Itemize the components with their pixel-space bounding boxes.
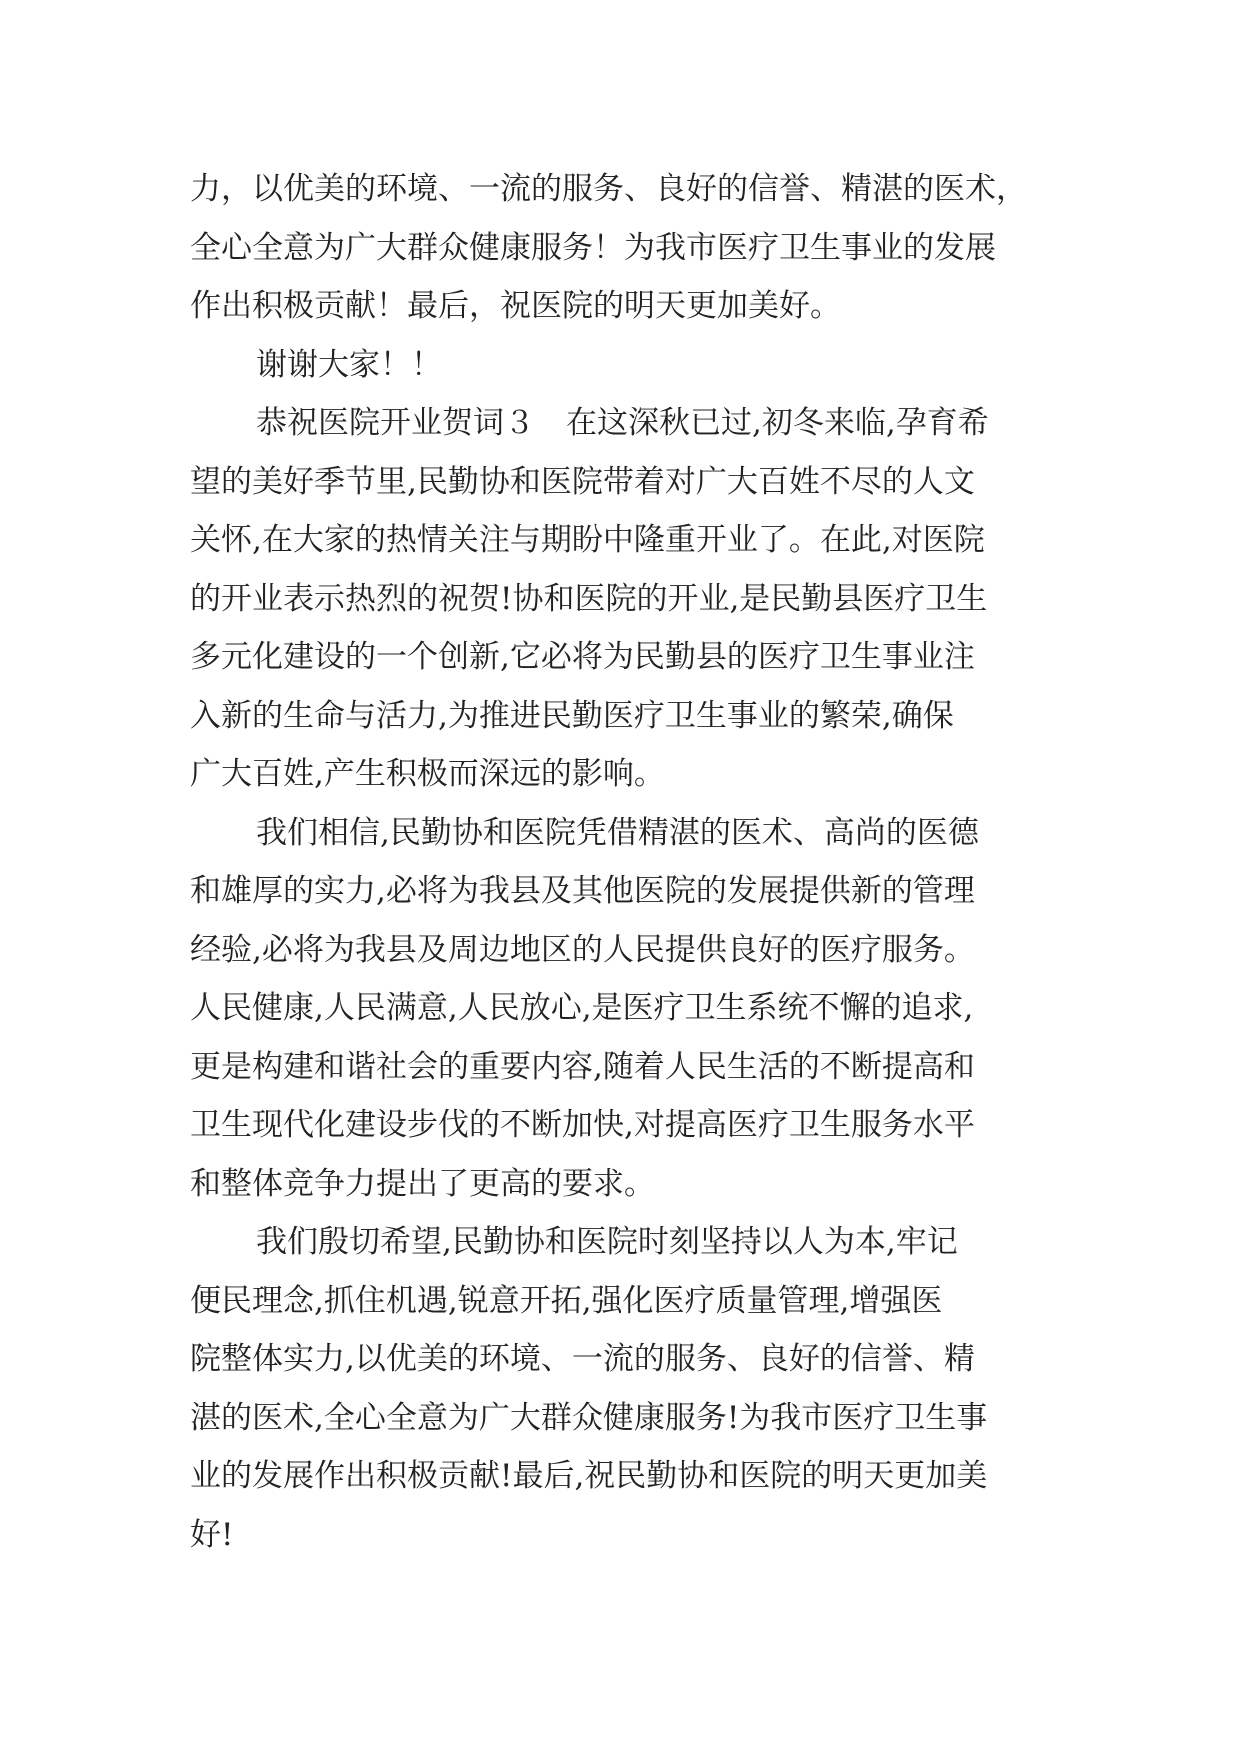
text-line: 力，以优美的环境、一流的服务、良好的信誉、精湛的医术，	[190, 171, 1027, 207]
paragraph-4	[190, 804, 1060, 1214]
text-line: 作出积极贡献！最后，祝医院的明天更加美好。	[190, 288, 841, 324]
text-line: 关怀,在大家的热情关注与期盼中隆重开业了。在此,对医院	[190, 522, 985, 558]
paragraph-1	[190, 160, 1060, 336]
text-line: 业的发展作出积极贡献!最后,祝民勤协和医院的明天更加美	[190, 1458, 988, 1494]
text-line: 卫生现代化建设步伐的不断加快,对提高医疗卫生服务水平	[190, 1107, 975, 1143]
text-line: 多元化建设的一个创新,它必将为民勤县的医疗卫生事业注	[190, 639, 975, 675]
text-line: 好!	[190, 1516, 234, 1553]
text-line: 我们相信,民勤协和医院凭借精湛的医术、高尚的医德	[256, 814, 979, 851]
text-line: 人民健康,人民满意,人民放心,是医疗卫生系统不懈的追求,	[190, 990, 974, 1026]
text-line: 便民理念,抓住机遇,锐意开拓,强化医疗质量管理,增强医	[190, 1282, 943, 1319]
text-line: 湛的医术,全心全意为广大群众健康服务!为我市医疗卫生事	[190, 1399, 988, 1436]
text-line: 全心全意为广大群众健康服务！为我市医疗卫生事业的发展	[190, 229, 996, 266]
text-line: 和雄厚的实力,必将为我县及其他医院的发展提供新的管理	[190, 873, 975, 909]
paragraph-5	[190, 1213, 1060, 1564]
text-line: 更是构建和谐社会的重要内容,随着人民生活的不断提高和	[190, 1048, 975, 1085]
document-body	[190, 160, 1060, 1564]
text-line: 我们殷切希望,民勤协和医院时刻坚持以人为本,牢记	[256, 1224, 958, 1260]
paragraph-2	[190, 336, 1060, 395]
text-line: 谢谢大家！！	[256, 346, 442, 383]
paragraph-3	[190, 394, 1060, 804]
text-line: 望的美好季节里,民勤协和医院带着对广大百姓不尽的人文	[190, 463, 975, 500]
text-line: 和整体竞争力提出了更高的要求。	[190, 1165, 655, 1202]
text-line: 恭祝医院开业贺词３ 在这深秋已过,初冬来临,孕育希	[256, 405, 989, 441]
text-line: 的开业表示热烈的祝贺!协和医院的开业,是民勤县医疗卫生	[190, 580, 988, 617]
text-line: 经验,必将为我县及周边地区的人民提供良好的医疗服务。	[190, 931, 975, 968]
text-line: 广大百姓,产生积极而深远的影响。	[190, 756, 665, 792]
text-line: 院整体实力,以优美的环境、一流的服务、良好的信誉、精	[190, 1341, 975, 1377]
text-line: 入新的生命与活力,为推进民勤医疗卫生事业的繁荣,确保	[190, 697, 954, 734]
